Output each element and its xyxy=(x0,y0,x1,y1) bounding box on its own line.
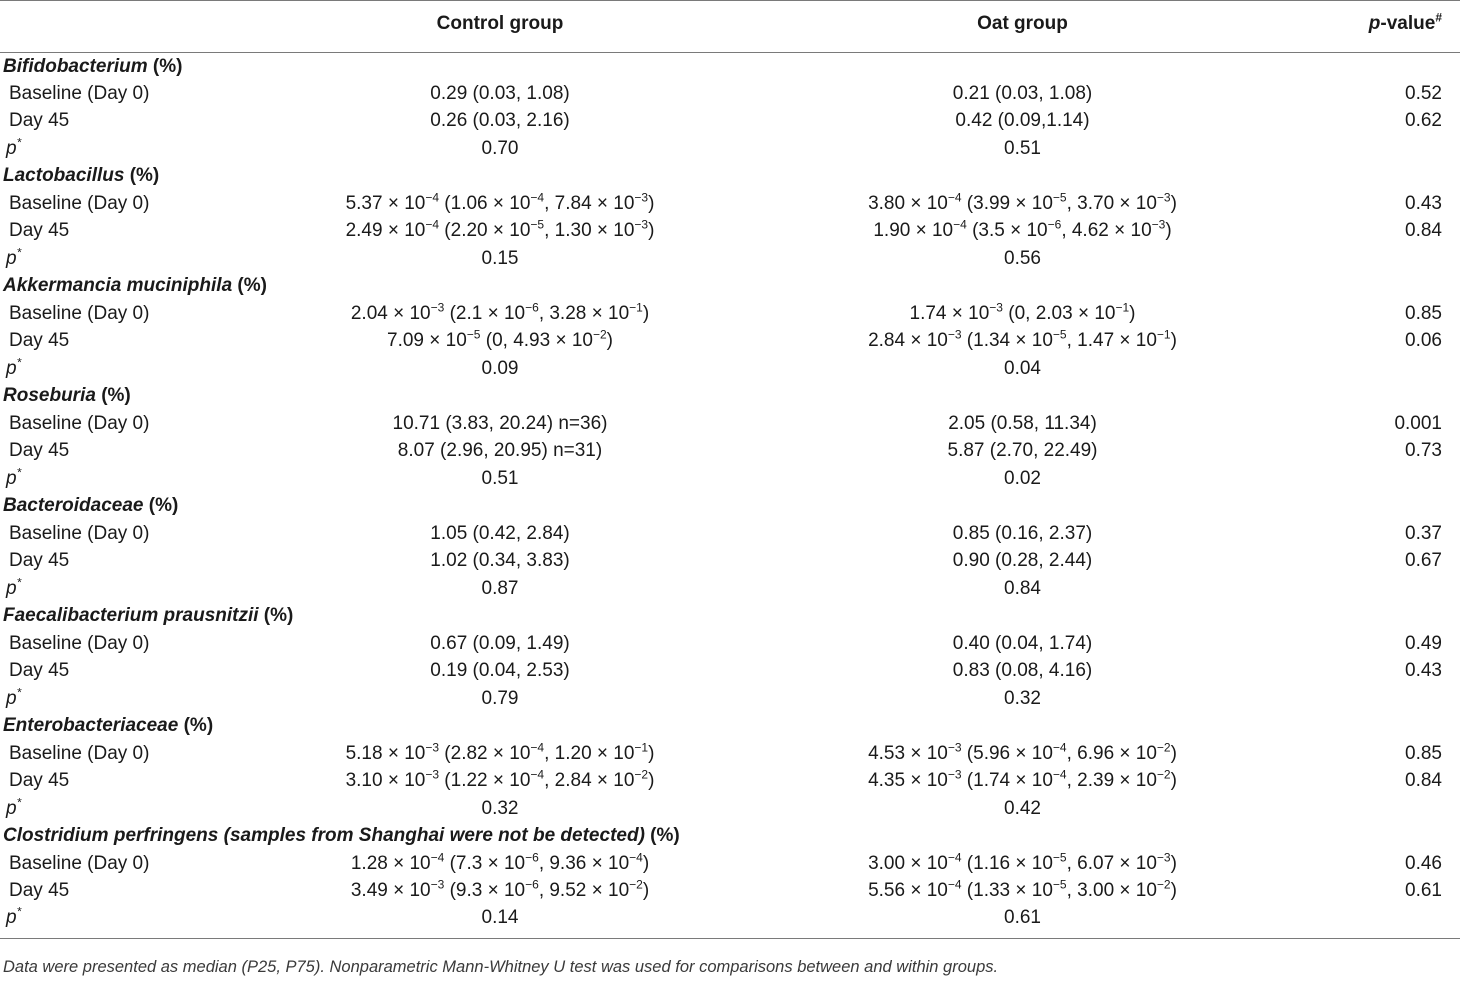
exponent: −5 xyxy=(1052,190,1067,205)
exponent: −4 xyxy=(425,217,440,232)
cell-oat: 0.42 (0.09,1.14) xyxy=(955,110,1090,132)
group-title xyxy=(0,603,1460,631)
row-label: Baseline (Day 0) xyxy=(9,412,150,434)
table-row xyxy=(0,768,1460,796)
asterisk: * xyxy=(16,245,22,260)
group-name: Clostridium perfringens (samples from Shanghai were not be detected) xyxy=(3,825,645,847)
cell-control: 1.02 (0.34, 3.83) xyxy=(430,550,570,572)
cell-oat: 0.42 xyxy=(1004,797,1041,819)
cell-control: $3.10 \times 10^{-3}$ ($1.22 \times 10^{-4}$, $2.84 \times 10^{-2}$) xyxy=(345,767,655,792)
table-row xyxy=(0,465,1460,493)
cell-oat: 0.02 xyxy=(1004,467,1041,489)
exponent: −5 xyxy=(466,327,481,342)
exponent: −4 xyxy=(530,767,545,782)
group-unit: (%) xyxy=(147,55,183,77)
exponent: −3 xyxy=(430,877,445,892)
cell-oat: 0.32 xyxy=(1004,687,1041,709)
header-p-rest: -value xyxy=(1380,12,1436,34)
row-label: Baseline (Day 0) xyxy=(9,192,150,214)
row-label: Baseline (Day 0) xyxy=(9,82,150,104)
cell-control: 0.14 xyxy=(255,905,745,939)
cell-control: 0.67 (0.09, 1.49) xyxy=(430,632,570,654)
group-name: Bifidobacterium xyxy=(3,55,148,77)
group-name: Enterobacteriaceae xyxy=(3,715,179,737)
row-label: Day 45 xyxy=(9,220,70,242)
row-label: Baseline (Day 0) xyxy=(9,632,150,654)
cell-oat: $4.53 \times 10^{-3}$ ($5.96 \times 10^{-4}$, $6.96 \times 10^{-2}$) xyxy=(868,740,1177,764)
row-label: Baseline (Day 0) xyxy=(9,742,150,764)
exponent: −3 xyxy=(989,300,1003,315)
table-row xyxy=(0,328,1460,356)
cell-control: 1.05 (0.42, 2.84) xyxy=(430,522,570,544)
table-row xyxy=(0,80,1460,108)
cell-control: $3.49 \times 10^{-3}$ ($9.3 \times 10^{-6}$, $9.52 \times 10^{-2}$) xyxy=(350,877,650,902)
cell-p-value: 0.52 xyxy=(1405,82,1442,104)
cell-p-value xyxy=(1300,135,1460,163)
row-label: Day 45 xyxy=(9,660,70,682)
cell-p-value: 0.67 xyxy=(1405,550,1442,572)
asterisk: * xyxy=(16,355,22,370)
table-row xyxy=(0,658,1460,686)
exponent: −4 xyxy=(947,190,962,205)
cell-control: 0.70 xyxy=(481,137,519,159)
group-header-row xyxy=(0,383,1460,411)
cell-oat: 0.90 (0.28, 2.44) xyxy=(952,550,1093,572)
cell-control: 10.71 (3.83, 20.24) n=36) xyxy=(392,412,608,434)
exponent: −3 xyxy=(425,740,440,755)
cell-oat: $4.35 \times 10^{-3}$ ($1.74 \times 10^{-4}$, $2.39 \times 10^{-2}$) xyxy=(868,767,1177,792)
row-label: p* xyxy=(0,905,255,939)
cell-oat: 0.04 xyxy=(1004,357,1041,379)
row-label: p* xyxy=(6,355,22,379)
cell-oat: 0.51 xyxy=(1004,137,1041,159)
cell-oat: 0.83 (0.08, 4.16) xyxy=(952,660,1093,682)
group-title xyxy=(0,273,1460,301)
cell-p-value xyxy=(1300,575,1460,603)
cell-oat: 0.56 xyxy=(1004,247,1041,269)
row-label: Day 45 xyxy=(9,550,70,572)
table-row xyxy=(0,740,1460,768)
cell-p-value: 0.37 xyxy=(1405,522,1442,544)
row-label: Day 45 xyxy=(9,880,70,902)
asterisk: * xyxy=(16,575,22,590)
cell-p-value: 0.06 xyxy=(1405,330,1442,352)
exponent: −1 xyxy=(634,740,649,755)
cell-oat: $5.56 \times 10^{-4}$ ($1.33 \times 10^{-5}$, $3.00 \times 10^{-2}$) xyxy=(868,877,1177,902)
table-row xyxy=(0,548,1460,576)
cell-p-value: 0.73 xyxy=(1405,440,1442,462)
cell-control: 0.09 xyxy=(481,357,519,379)
table-row xyxy=(0,438,1460,466)
cell-oat: 0.85 (0.16, 2.37) xyxy=(952,522,1093,544)
cell-oat: $1.90 \times 10^{-4}$ ($3.5 \times 10^{-6}$, $4.62 \times 10^{-3}$) xyxy=(873,217,1172,242)
exponent: −6 xyxy=(525,300,539,315)
group-title xyxy=(0,163,1460,191)
exponent: −5 xyxy=(530,217,545,232)
table-row xyxy=(0,905,1460,939)
row-label: p* xyxy=(6,465,22,489)
exponent: −6 xyxy=(525,877,539,892)
group-header-row xyxy=(0,823,1460,851)
exponent: −3 xyxy=(430,300,445,315)
cell-p-value xyxy=(1300,245,1460,273)
group-title xyxy=(0,823,1460,851)
exponent: −3 xyxy=(947,767,962,782)
exponent: −5 xyxy=(1052,327,1067,342)
exponent: −1 xyxy=(1115,300,1130,315)
group-name: Faecalibacterium prausnitzii xyxy=(3,605,259,627)
table-row xyxy=(0,135,1460,163)
cell-p-value: 0.85 xyxy=(1405,742,1442,764)
cell-control: 0.87 xyxy=(481,577,519,599)
cell-p-value xyxy=(1300,685,1460,713)
asterisk: * xyxy=(16,904,22,919)
exponent: −3 xyxy=(634,190,649,205)
asterisk: * xyxy=(16,795,22,810)
cell-p-value xyxy=(1300,355,1460,383)
cell-oat: 0.84 xyxy=(1004,577,1041,599)
exponent: −6 xyxy=(525,850,539,865)
row-label: Day 45 xyxy=(9,440,70,462)
group-unit: (%) xyxy=(124,165,160,187)
cell-control: 8.07 (2.96, 20.95) n=31) xyxy=(397,440,603,462)
cell-oat: 0.21 (0.03, 1.08) xyxy=(952,82,1093,104)
group-unit: (%) xyxy=(178,715,214,737)
group-unit: (%) xyxy=(143,495,179,517)
exponent: −3 xyxy=(947,327,962,342)
exponent: −3 xyxy=(947,740,962,755)
row-label: Baseline (Day 0) xyxy=(9,852,150,874)
cell-control: 0.29 (0.03, 1.08) xyxy=(430,82,570,104)
cell-control: 0.51 xyxy=(481,467,519,489)
header-row xyxy=(0,1,1460,53)
exponent: −4 xyxy=(947,877,962,892)
exponent: −6 xyxy=(1047,217,1062,232)
group-name: Lactobacillus xyxy=(3,165,125,187)
cell-oat: 0.40 (0.04, 1.74) xyxy=(952,632,1093,654)
row-label: Day 45 xyxy=(9,110,70,132)
exponent: −2 xyxy=(592,327,607,342)
group-header-row xyxy=(0,603,1460,631)
table-row xyxy=(0,520,1460,548)
group-title xyxy=(0,383,1460,411)
asterisk: * xyxy=(16,685,22,700)
table-row xyxy=(0,355,1460,383)
cell-oat: 2.05 (0.58, 11.34) xyxy=(948,412,1097,434)
cell-oat: $3.80 \times 10^{-4}$ ($3.99 \times 10^{-5}$, $3.70 \times 10^{-3}$) xyxy=(868,190,1177,214)
group-header-row xyxy=(0,493,1460,521)
header-p-mark: # xyxy=(1435,10,1442,25)
table-row xyxy=(0,685,1460,713)
cell-control: $1.28 \times 10^{-4}$ ($7.3 \times 10^{-6}$, $9.36 \times 10^{-4}$) xyxy=(350,850,650,874)
cell-p-value: 0.85 xyxy=(1405,302,1442,324)
exponent: −3 xyxy=(1156,190,1171,205)
row-label: p* xyxy=(6,795,22,819)
exponent: −4 xyxy=(425,190,440,205)
exponent: −3 xyxy=(1151,217,1166,232)
exponent: −4 xyxy=(530,190,545,205)
exponent: −4 xyxy=(1052,740,1067,755)
exponent: −1 xyxy=(1156,327,1171,342)
exponent: −4 xyxy=(953,217,967,232)
exponent: −4 xyxy=(1052,767,1067,782)
cell-p-value: 0.84 xyxy=(1405,770,1442,792)
group-title xyxy=(0,493,1460,521)
exponent: −2 xyxy=(1156,740,1171,755)
cell-p-value: 0.46 xyxy=(1405,852,1442,874)
exponent: −1 xyxy=(629,300,643,315)
exponent: −5 xyxy=(1052,850,1067,865)
row-label: Day 45 xyxy=(9,330,70,352)
header-control-group: Control group xyxy=(255,1,745,53)
group-header-row xyxy=(0,713,1460,741)
table-row xyxy=(0,795,1460,823)
exponent: −2 xyxy=(634,767,649,782)
header-empty xyxy=(0,1,255,53)
group-unit: (%) xyxy=(95,385,131,407)
exponent: −2 xyxy=(1156,877,1171,892)
cell-oat: 5.87 (2.70, 22.49) xyxy=(947,440,1098,462)
group-unit: (%) xyxy=(232,275,267,297)
cell-p-value: 0.61 xyxy=(1405,880,1442,902)
group-name: Bacteroidaceae xyxy=(3,495,144,517)
table-footnote: Data were presented as median (P25, P75). Nonparametric Mann-Whitney U test was used for comparisons between and within groups. xyxy=(3,958,999,976)
exponent: −2 xyxy=(1156,767,1171,782)
cell-control: 0.79 xyxy=(481,687,519,709)
group-header-row xyxy=(0,273,1460,301)
table-row xyxy=(0,850,1460,878)
cell-p-value xyxy=(1300,465,1460,493)
row-label: Baseline (Day 0) xyxy=(9,522,150,544)
cell-p-value: 0.62 xyxy=(1405,110,1442,132)
cell-control: $7.09 \times 10^{-5}$ (0, $4.93 \times 10^{-2}$) xyxy=(387,327,613,352)
row-label: p* xyxy=(6,135,22,159)
group-title xyxy=(0,713,1460,741)
cell-p-value: 0.43 xyxy=(1405,192,1442,214)
header-p-value xyxy=(1300,1,1460,53)
exponent: −5 xyxy=(1052,877,1067,892)
exponent: −4 xyxy=(947,850,962,865)
group-header-row xyxy=(0,163,1460,191)
row-label: Baseline (Day 0) xyxy=(9,302,150,324)
group-header-row xyxy=(0,53,1460,81)
exponent: −3 xyxy=(634,217,649,232)
cell-control: 0.26 (0.03, 2.16) xyxy=(430,110,570,132)
row-label: p* xyxy=(6,685,22,709)
cell-control: $2.49 \times 10^{-4}$ ($2.20 \times 10^{-5}$, $1.30 \times 10^{-3}$) xyxy=(345,217,655,242)
group-unit: (%) xyxy=(644,825,680,847)
row-label: p* xyxy=(6,575,22,599)
exponent: −2 xyxy=(629,877,643,892)
cell-p-value xyxy=(1300,795,1460,823)
table-body xyxy=(0,53,1460,939)
exponent: −4 xyxy=(629,850,643,865)
table-row xyxy=(0,878,1460,906)
cell-oat: 0.61 xyxy=(745,905,1300,939)
exponent: −4 xyxy=(530,740,545,755)
table-header xyxy=(0,1,1460,53)
group-name: Roseburia xyxy=(3,385,96,407)
group-name: Akkermancia muciniphila xyxy=(3,275,233,297)
cell-p-value xyxy=(1300,905,1460,939)
cell-control: 0.32 xyxy=(481,797,519,819)
cell-control: $2.04 \times 10^{-3}$ ($2.1 \times 10^{-6}$, $3.28 \times 10^{-1}$) xyxy=(350,300,650,324)
cell-control: 0.15 xyxy=(481,247,519,269)
table-row xyxy=(0,108,1460,136)
row-label: Day 45 xyxy=(9,770,70,792)
cell-p-value: 0.001 xyxy=(1394,412,1442,434)
table-row xyxy=(0,630,1460,658)
asterisk: * xyxy=(16,135,22,150)
cell-oat: $3.00 \times 10^{-4}$ ($1.16 \times 10^{-5}$, $6.07 \times 10^{-3}$) xyxy=(868,850,1177,874)
cell-p-value: 0.84 xyxy=(1405,220,1442,242)
asterisk: * xyxy=(16,465,22,480)
row-label: p* xyxy=(6,245,22,269)
cell-control: $5.18 \times 10^{-3}$ ($2.82 \times 10^{-4}$, $1.20 \times 10^{-1}$) xyxy=(345,740,655,764)
group-title xyxy=(0,53,1460,81)
group-unit: (%) xyxy=(258,605,294,627)
cell-oat: $1.74 \times 10^{-3}$ (0, $2.03 \times 10^{-1}$) xyxy=(909,300,1136,324)
cell-control: 0.19 (0.04, 2.53) xyxy=(430,660,570,682)
exponent: −4 xyxy=(430,850,445,865)
header-p-italic: p xyxy=(1368,12,1381,34)
exponent: −3 xyxy=(425,767,440,782)
cell-control: $5.37 \times 10^{-4}$ ($1.06 \times 10^{-4}$, $7.84 \times 10^{-3}$) xyxy=(345,190,655,214)
exponent: −3 xyxy=(1156,850,1171,865)
table-row xyxy=(0,218,1460,246)
table-row xyxy=(0,245,1460,273)
table-row xyxy=(0,575,1460,603)
table-row xyxy=(0,410,1460,438)
header-oat-group: Oat group xyxy=(745,1,1300,53)
table-row xyxy=(0,190,1460,218)
cell-oat: $2.84 \times 10^{-3}$ ($1.34 \times 10^{-5}$, $1.47 \times 10^{-1}$) xyxy=(868,327,1177,352)
cell-p-value: 0.49 xyxy=(1405,632,1442,654)
table-row xyxy=(0,300,1460,328)
cell-p-value: 0.43 xyxy=(1405,660,1442,682)
